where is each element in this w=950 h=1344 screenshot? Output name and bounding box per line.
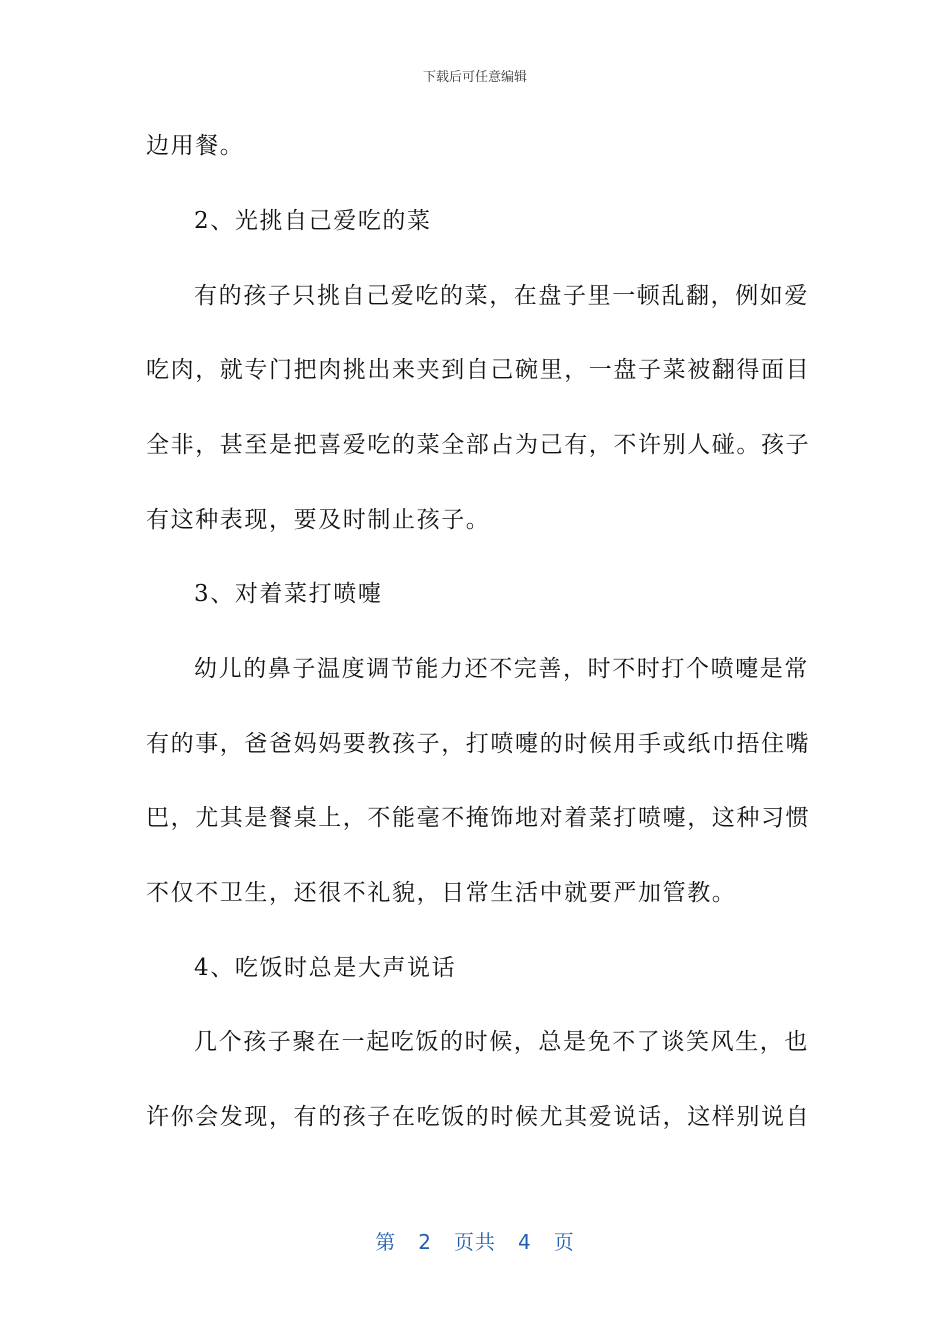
section-heading: 2、光挑自己爱吃的菜	[194, 208, 432, 234]
text-line: 有的事，爸爸妈妈要教孩子，打喷嚏的时候用手或纸巾捂住嘴	[146, 731, 811, 757]
text-line: 幼儿的鼻子温度调节能力还不完善，时不时打个喷嚏是常	[194, 656, 809, 682]
text-line: 不仅不卫生，还很不礼貌，日常生活中就要严加管教。	[146, 880, 737, 906]
text-line: 几个孩子聚在一起吃饭的时候，总是免不了谈笑风生，也	[194, 1029, 809, 1055]
page-header: 下载后可任意编辑	[422, 70, 527, 85]
page-label-pre: 第	[375, 1230, 397, 1254]
section-heading: 3、对着菜打喷嚏	[194, 581, 383, 607]
text-line: 巴，尤其是餐桌上，不能毫不掩饰地对着菜打喷嚏，这种习惯	[146, 805, 811, 831]
text-line: 边用餐。	[146, 133, 245, 159]
page-number: 2	[418, 1230, 432, 1254]
text-line: 吃肉，就专门把肉挑出来夹到自己碗里，一盘子菜被翻得面目	[146, 357, 811, 383]
page-label-post: 页	[553, 1230, 575, 1254]
text-line: 许你会发现，有的孩子在吃饭的时候尤其爱说话，这样别说自	[146, 1104, 811, 1130]
text-line: 有这种表现，要及时制止孩子。	[146, 507, 491, 533]
page-label-mid: 页共	[454, 1230, 496, 1254]
total-pages: 4	[518, 1230, 532, 1254]
section-heading: 4、吃饭时总是大声说话	[194, 955, 457, 981]
text-line: 有的孩子只挑自己爱吃的菜，在盘子里一顿乱翻，例如爱	[194, 283, 809, 309]
text-line: 全非，甚至是把喜爱吃的菜全部占为己有，不许别人碰。孩子	[146, 432, 811, 458]
page-footer	[0, 1226, 950, 1255]
